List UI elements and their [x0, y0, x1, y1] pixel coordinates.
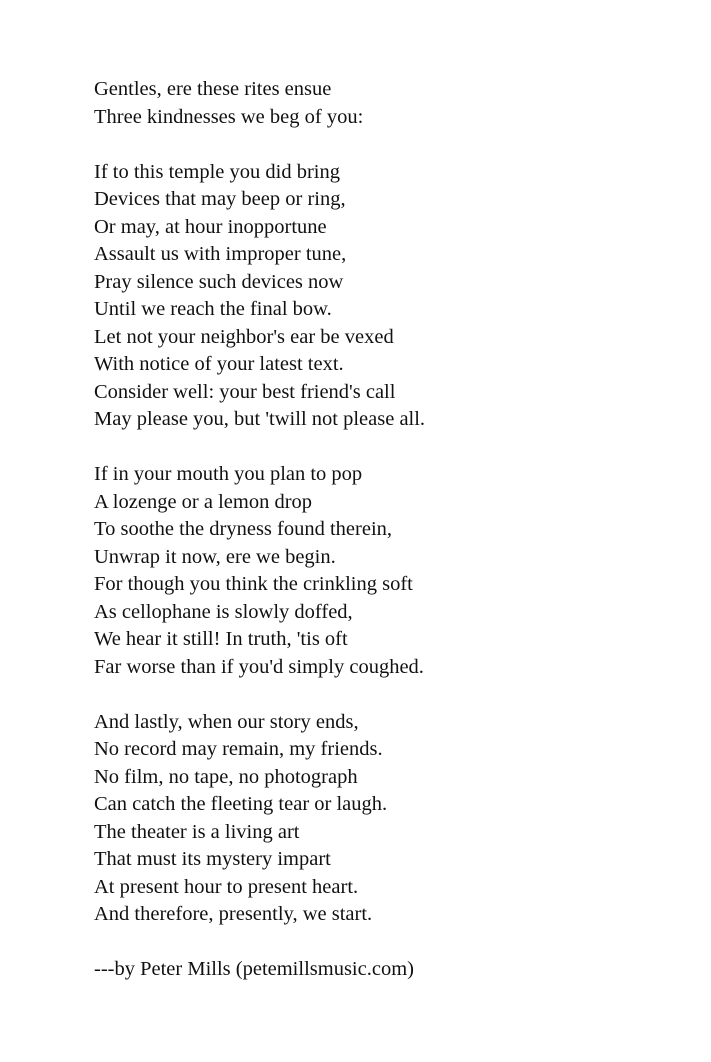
stanza-2 [94, 159, 694, 434]
poem-line: To soothe the dryness found therein, [94, 518, 393, 540]
stanza-1 [94, 76, 694, 131]
poem-line: That must its mystery impart [94, 848, 331, 870]
poem-line: At present hour to present heart. [94, 875, 359, 898]
poem-line: Assault us with improper tune, [94, 243, 347, 265]
poem-line: For though you think the crinkling soft [94, 573, 413, 595]
poem-line: Let not your neighbor's ear be vexed [94, 325, 394, 348]
poem-line: Far worse than if you'd simply coughed. [94, 655, 424, 678]
poem-line: And lastly, when our story ends, [94, 710, 359, 733]
poem-line: No record may remain, my friends. [94, 738, 383, 760]
poem-line: Consider well: your best friend's call [94, 380, 396, 403]
poem-line: Or may, at hour inopportune [94, 215, 327, 238]
poem-line: Unwrap it now, ere we begin. [94, 545, 336, 568]
poem-line: Until we reach the final bow. [94, 298, 332, 320]
poem-line: Gentles, ere these rites ensue [94, 78, 332, 100]
poem-document [94, 76, 694, 984]
poem-line: And therefore, presently, we start. [94, 903, 373, 925]
poem-line: A lozenge or a lemon drop [94, 490, 313, 513]
poem-line: If in your mouth you plan to pop [94, 463, 363, 485]
attribution: ---by Peter Mills (petemillsmusic.com) [94, 958, 414, 980]
poem-line: Can catch the fleeting tear or laugh. [94, 793, 388, 815]
poem-line: The theater is a living art [94, 820, 300, 843]
poem-line: We hear it still! In truth, 'tis oft [94, 628, 348, 650]
poem-line: Three kindnesses we beg of you: [94, 105, 364, 128]
poem-line: Pray silence such devices now [94, 270, 344, 293]
poem-line: If to this temple you did bring [94, 160, 340, 183]
poem-line: Devices that may beep or ring, [94, 188, 346, 210]
stanza-3 [94, 461, 694, 681]
poem-line: With notice of your latest text. [94, 353, 344, 375]
poem-line: May please you, but 'twill not please all. [94, 408, 426, 430]
stanza-4 [94, 709, 694, 929]
poem-line: As cellophane is slowly doffed, [94, 600, 353, 623]
poem-line: No film, no tape, no photograph [94, 765, 358, 788]
